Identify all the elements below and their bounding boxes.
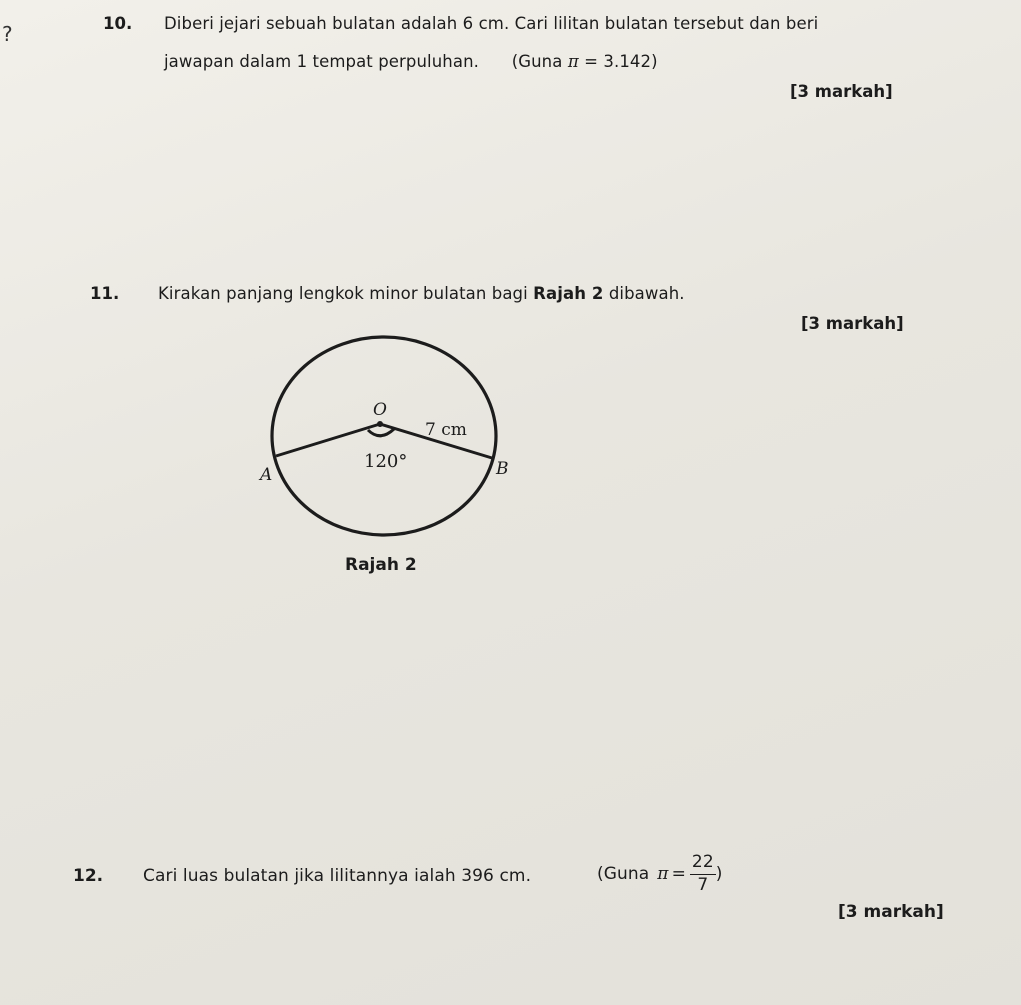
pi-symbol: π <box>657 864 669 884</box>
circle-diagram <box>240 318 530 538</box>
angle-label: 120° <box>364 451 408 472</box>
question-10-instruction: jawapan dalam 1 tempat perpuluhan. <box>164 52 479 71</box>
question-11-text-end: dibawah. <box>608 284 685 303</box>
radius-label: 7 cm <box>425 420 467 440</box>
margin-mark: ? <box>2 22 13 46</box>
question-10-marks: [3 markah] <box>790 82 893 101</box>
diagram-caption: Rajah 2 <box>345 555 417 575</box>
question-10-line1: Diberi jejari sebuah bulatan adalah 6 cm. Cari lilitan bulatan tersebut dan beri <box>164 14 819 33</box>
center-label: O <box>373 400 387 420</box>
question-10-number: 10. <box>103 14 133 33</box>
question-12-number: 12. <box>73 866 104 886</box>
question-11-line1 <box>158 284 685 303</box>
point-a-label: A <box>260 465 273 485</box>
pi-equals: = <box>671 864 686 884</box>
question-12-marks: [3 markah] <box>838 902 944 922</box>
center-point <box>377 421 383 427</box>
question-12-line1: Cari luas bulatan jika lilitannya ialah 396 cm. <box>143 866 532 886</box>
angle-arc <box>368 429 394 436</box>
point-b-label: B <box>496 459 509 479</box>
question-12-pi-note <box>597 844 723 904</box>
pi-fraction-numerator: 22 <box>690 854 716 875</box>
pi-fraction-denominator: 7 <box>697 874 709 895</box>
pi-symbol: π <box>567 52 579 71</box>
pi-close-paren: ) <box>715 864 723 884</box>
question-10-pi-value: = 3.142) <box>584 52 658 71</box>
question-11-text: Kirakan panjang lengkok minor bulatan bagi <box>158 284 528 303</box>
question-12-pi-prefix: (Guna <box>597 864 650 884</box>
question-10-line2 <box>164 52 658 71</box>
pi-fraction <box>690 851 716 895</box>
question-11-number: 11. <box>90 284 120 303</box>
question-11-figure-ref: Rajah 2 <box>533 284 604 303</box>
question-10-pi-prefix: (Guna <box>511 52 563 71</box>
question-11-marks: [3 markah] <box>801 314 904 333</box>
